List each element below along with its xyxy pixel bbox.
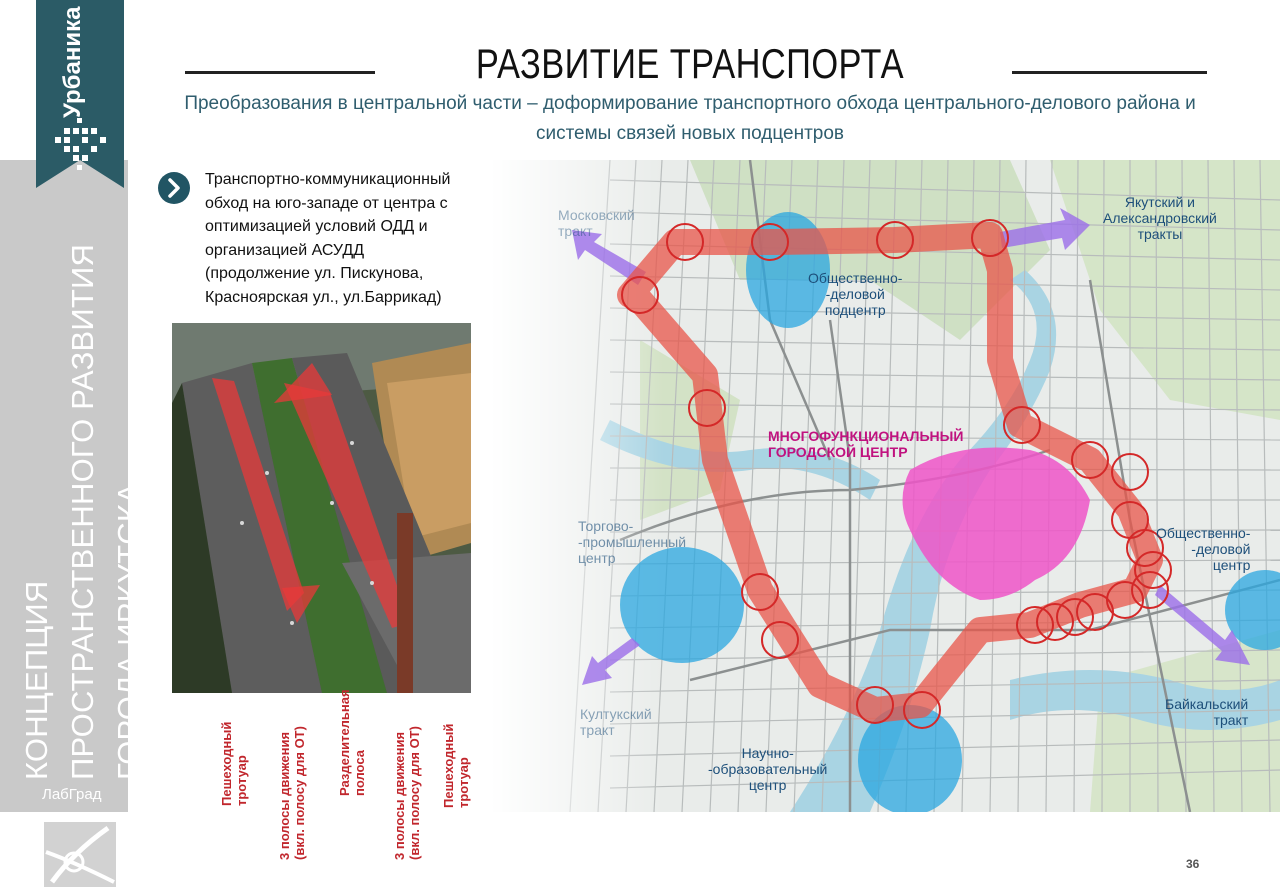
map-label-city-center: МНОГОФУНКЦИОНАЛЬНЫЙ ГОРОДСКОЙ ЦЕНТР xyxy=(768,428,964,460)
photo-label-lanes-left: 3 полосы движения (вкл. полосу для ОТ) xyxy=(277,726,307,860)
photo-label-sidewalk-right: Пешеходный тротуар xyxy=(441,723,471,808)
brand-name xyxy=(53,0,93,118)
photo-label-divider: Разделительная полоса xyxy=(337,689,367,796)
description-text xyxy=(205,168,475,309)
map-label-business-north: Общественно- -деловой подцентр xyxy=(808,270,903,318)
photo-label-sidewalk-left: Пешеходный тротуар xyxy=(219,721,249,806)
brand-name-text: Урбаника xyxy=(59,6,86,118)
map-label-kultuk: Култукский тракт xyxy=(580,706,652,738)
street-photo xyxy=(172,323,471,693)
map-label-science: Научно- -образовательный центр xyxy=(708,745,828,793)
photo-label-lanes-right: 3 полосы движения (вкл. полосу для ОТ) xyxy=(392,726,422,860)
page-title: РАЗВИТИЕ ТРАНСПОРТА xyxy=(475,40,905,87)
subtitle-line2: системы связей новых подцентров xyxy=(535,123,845,144)
labgrad-logo-icon xyxy=(44,822,116,887)
sidebar-vertical-title xyxy=(14,220,146,780)
map-label-yakutsk: Якутский и Александровский тракты xyxy=(1103,194,1217,242)
map-label-business-east: Общественно- -деловой центр xyxy=(1156,525,1251,573)
description-line: организацией АСУДД xyxy=(205,241,365,259)
description-line: обход на юго-западе от центра с xyxy=(205,194,448,212)
sidebar-title-line2: ГОРОДА ИРКУТСКА xyxy=(111,483,146,780)
title-rule-left xyxy=(185,71,375,74)
map-label-baikal: Байкальский тракт xyxy=(1165,696,1249,728)
chevron-right-icon xyxy=(158,172,190,204)
subtitle-line1: Преобразования в центральной части – доформирование транспортного обхода центрального-делового района и xyxy=(184,93,1196,114)
map-label-moscow: Московский тракт xyxy=(558,207,635,239)
page-subtitle xyxy=(180,89,1200,149)
description-line: (продолжение ул. Пискунова, xyxy=(205,265,424,282)
title-rule-right xyxy=(1012,71,1207,74)
description-line: оптимизацией условий ОДД и xyxy=(205,218,428,235)
sidebar-title-line1: КОНЦЕПЦИЯ ПРОСТРАНСТВЕННОГО РАЗВИТИЯ xyxy=(19,243,100,780)
description-line: Красноярская ул., ул.Баррикад) xyxy=(205,288,442,306)
map-label-trade: Торгово- -промышленный центр xyxy=(578,518,687,566)
page-number: 36 xyxy=(1186,857,1200,871)
org-name: ЛабГрад xyxy=(42,786,102,803)
description-line: Транспортно-коммуникационный xyxy=(205,171,451,188)
